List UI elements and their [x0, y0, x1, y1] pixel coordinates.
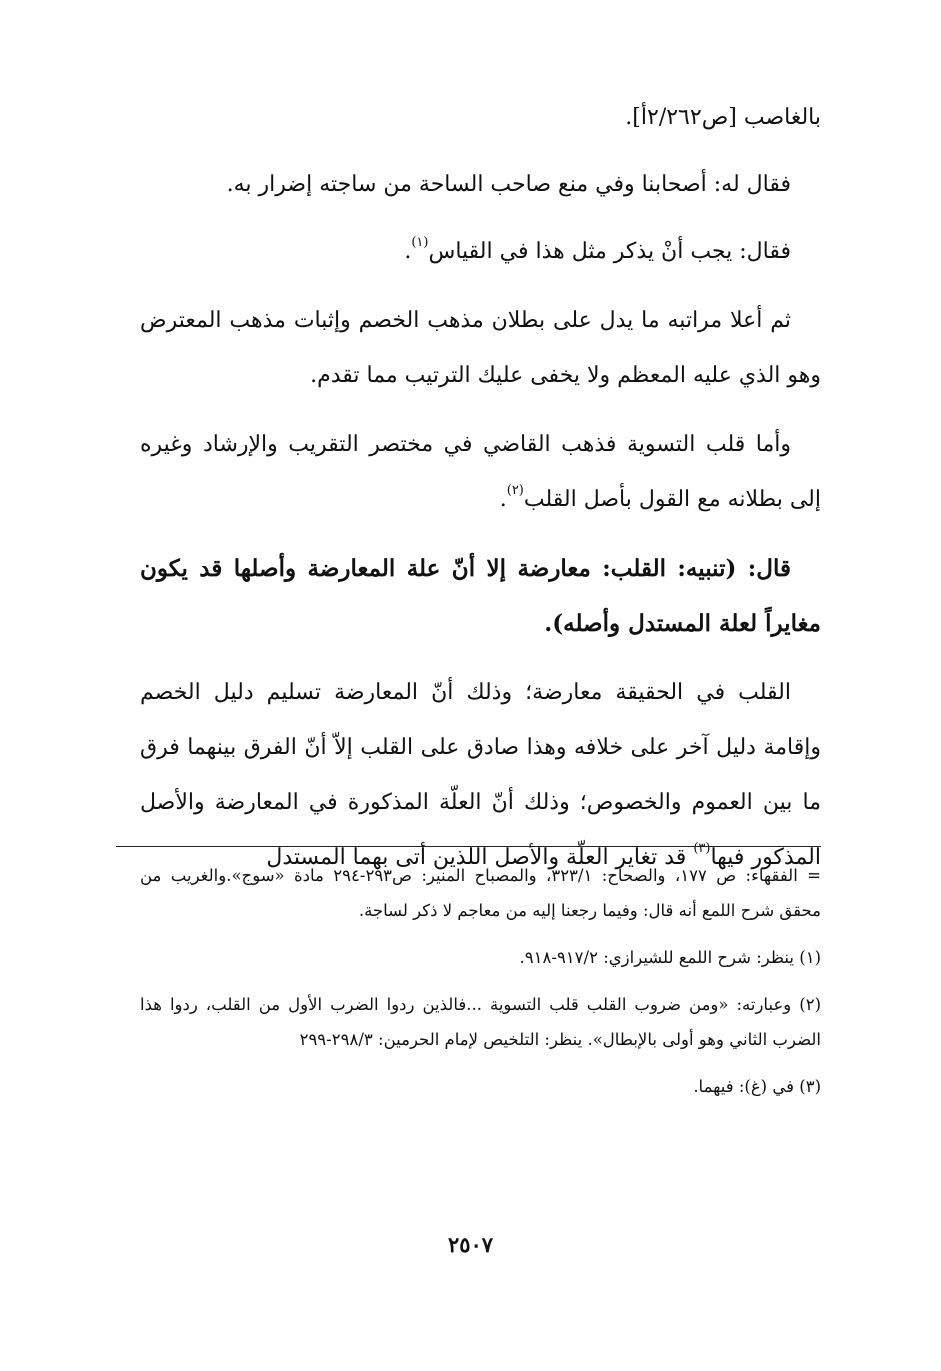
footnote-2: (٢) وعبارته: «ومن ضروب القلب قلب التسوية ...فالذين ردوا الضرب الأول من القلب، ردوا هذا الضرب الثاني وهو أولى بالإبطال». ينظر: التلخيص لإمام الحرمين: ٢٩٨/٣-٢٩٩ [140, 995, 821, 1049]
paragraph-4 [140, 293, 821, 403]
footnote-ref-3: (٣) [693, 841, 711, 856]
paragraph-5 [140, 417, 821, 527]
footnotes [140, 858, 821, 1116]
paragraph-2-text: فقال له: أصحابنا وفي منع صاحب الساحة من ساجته إضرار به. [226, 172, 791, 197]
footnote-3: (٣) في (غ): فيهما. [693, 1077, 821, 1096]
paragraph-7 [140, 665, 821, 885]
paragraph-7-text-b: قد تغاير العلّة والأصل اللذين أتى بهما المستدل [266, 845, 694, 870]
paragraph-4-text: ثم أعلا مراتبه ما يدل على بطلان مذهب الخصم وإثبات مذهب المعترض وهو الذي عليه المعظم ولا يخفى عليك الترتيب مما تقدم. [140, 308, 821, 388]
paragraph-3 [140, 224, 821, 279]
paragraph-1 [140, 90, 821, 145]
paragraph-2 [140, 157, 821, 212]
footnote-continued: = الفقهاء: ص ١٧٧، والصحاح: ٣٢٣/١، والمصباح المنير: ص٢٩٣-٢٩٤ مادة «سوج».والغريب من محقق شرح اللمع أنه قال: وفيما رجعنا إليه من معاجم لا ذكر لساجة. [140, 866, 821, 920]
quoted-text-paragraph [140, 541, 821, 651]
quoted-text: قال: (تنبيه: القلب: معارضة إلا أنّ علة المعارضة وأصلها قد يكون مغايراً لعلة المستدل وأصله). [140, 555, 821, 637]
paragraph-1-text: بالغاصب [ص٢/٢٦٢أ]. [625, 105, 821, 130]
footnote-ref-1: (١) [411, 235, 429, 250]
paragraph-3-end: . [404, 239, 412, 264]
page-number: ٢٥٠٧ [447, 1232, 494, 1257]
main-text [140, 90, 821, 897]
footnote-separator [116, 846, 821, 847]
footnote-1: (١) ينظر: شرح اللمع للشيرازي: ٩١٧/٢-٩١٨. [519, 948, 821, 967]
paragraph-3-text: فقال: يجب أنْ يذكر مثل هذا في القياس [428, 239, 791, 264]
paragraph-5-end: . [499, 487, 507, 512]
footnote-ref-2: (٢) [506, 483, 524, 498]
paragraph-7-text-a: القلب في الحقيقة معارضة؛ وذلك أنّ المعارضة تسليم دليل الخصم وإقامة دليل آخر على خلافه وهذا صادق على القلب إلاّ أنّ الفرق بينهما فرق ما بين العموم والخصوص؛ وذلك أنّ العلّة المذكورة في المعارضة والأصل المذكور فيها [140, 680, 821, 870]
paragraph-5-text: وأما قلب التسوية فذهب القاضي في مختصر التقريب والإرشاد وغيره إلى بطلانه مع القول بأصل القلب [140, 432, 821, 512]
